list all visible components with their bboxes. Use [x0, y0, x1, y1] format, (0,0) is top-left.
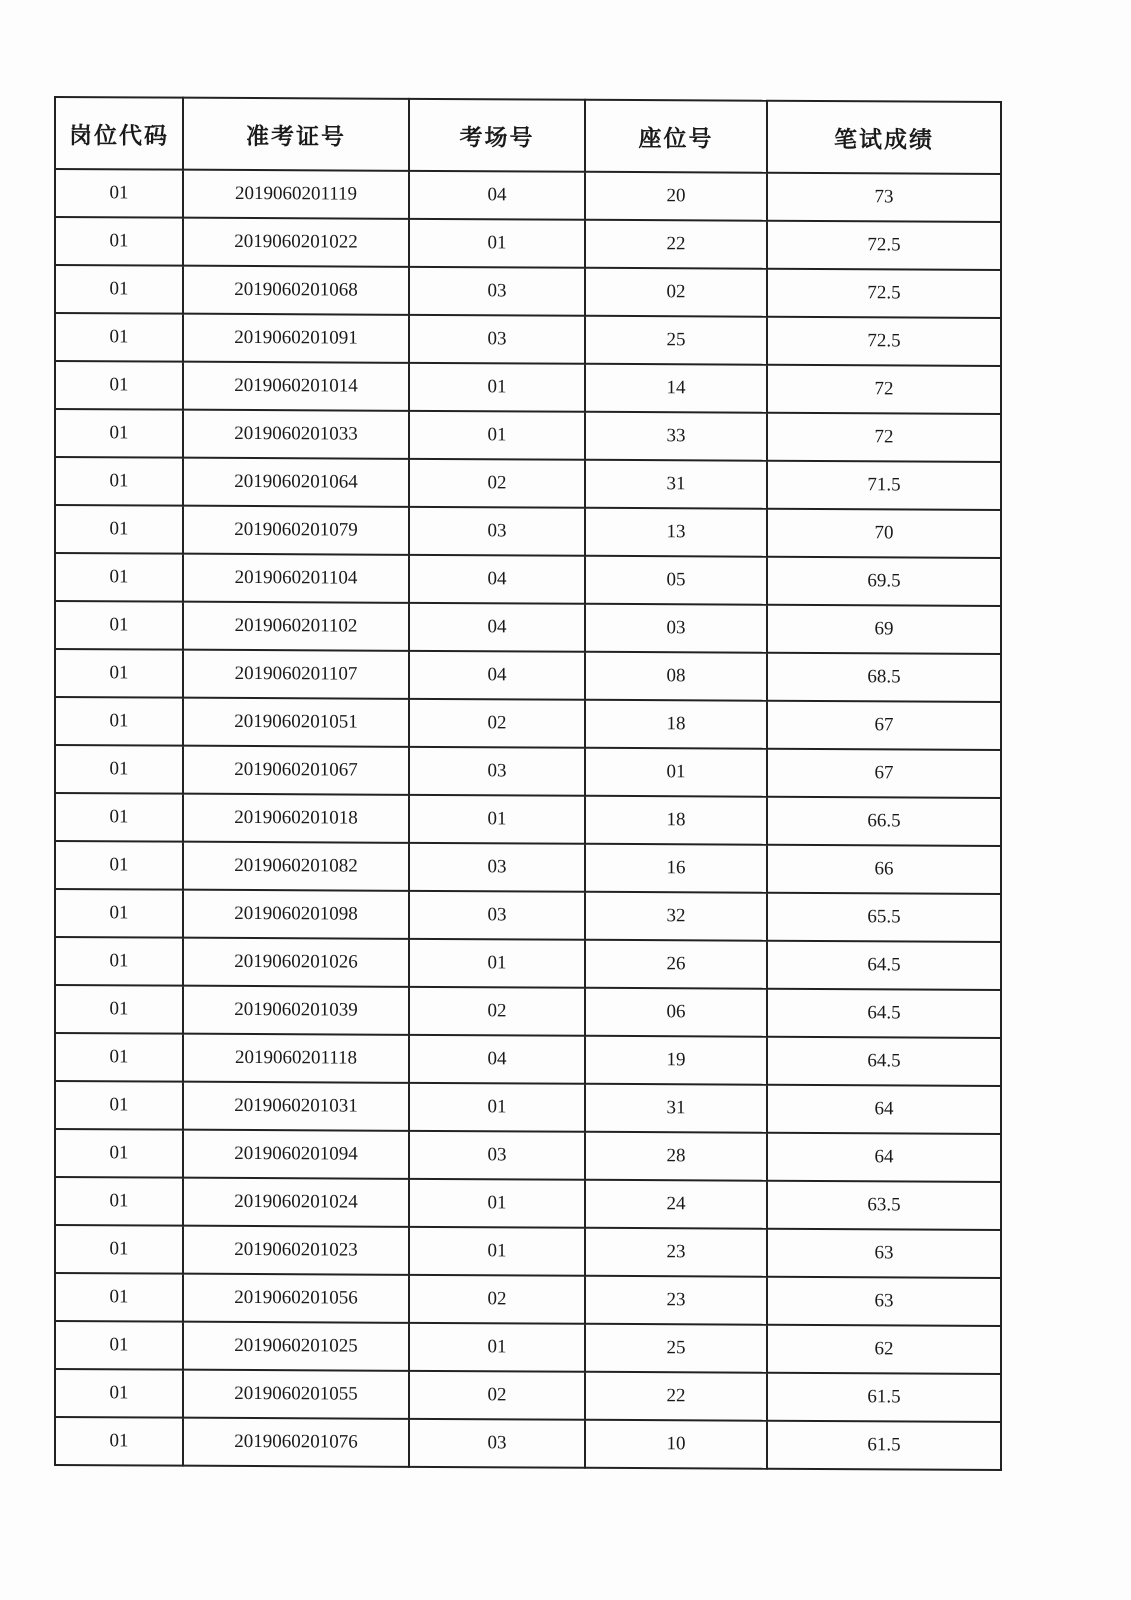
- cell-admission-number: 2019060201104: [183, 554, 409, 603]
- cell-position-code: 01: [55, 457, 183, 506]
- table-row: [55, 1417, 1001, 1470]
- cell-position-code: 01: [55, 937, 183, 986]
- cell-seat-number: 25: [585, 316, 767, 365]
- cell-admission-number: 2019060201024: [183, 1178, 409, 1227]
- cell-exam-room: 03: [409, 891, 585, 940]
- cell-exam-room: 03: [409, 267, 585, 316]
- cell-seat-number: 22: [585, 220, 767, 269]
- cell-exam-room: 01: [409, 219, 585, 268]
- table-row: [55, 937, 1001, 990]
- table-row: [55, 217, 1001, 270]
- cell-admission-number: 2019060201067: [183, 746, 409, 795]
- cell-written-score: 66: [767, 845, 1001, 894]
- table-body: [55, 169, 1001, 1470]
- cell-position-code: 01: [55, 217, 183, 266]
- cell-position-code: 01: [55, 793, 183, 842]
- cell-position-code: 01: [55, 1177, 183, 1226]
- cell-position-code: 01: [55, 649, 183, 698]
- cell-exam-room: 01: [409, 1083, 585, 1132]
- table-row: [55, 409, 1001, 462]
- table-row: [55, 841, 1001, 894]
- cell-exam-room: 02: [409, 459, 585, 508]
- table-row: [55, 313, 1001, 366]
- table-row: [55, 745, 1001, 798]
- cell-exam-room: 02: [409, 1371, 585, 1420]
- cell-position-code: 01: [55, 745, 183, 794]
- cell-exam-room: 04: [409, 651, 585, 700]
- cell-exam-room: 03: [409, 1131, 585, 1180]
- cell-admission-number: 2019060201079: [183, 506, 409, 555]
- cell-seat-number: 14: [585, 364, 767, 413]
- table-row: [55, 601, 1001, 654]
- cell-admission-number: 2019060201018: [183, 794, 409, 843]
- cell-admission-number: 2019060201068: [183, 266, 409, 315]
- cell-seat-number: 16: [585, 844, 767, 893]
- table-row: [55, 1033, 1001, 1086]
- cell-position-code: 01: [55, 1273, 183, 1322]
- cell-written-score: 64.5: [767, 1037, 1001, 1086]
- table-row: [55, 361, 1001, 414]
- cell-seat-number: 06: [585, 988, 767, 1037]
- cell-position-code: 01: [55, 1225, 183, 1274]
- cell-written-score: 61.5: [767, 1421, 1001, 1470]
- cell-admission-number: 2019060201118: [183, 1034, 409, 1083]
- cell-written-score: 73: [767, 173, 1001, 222]
- cell-written-score: 72: [767, 413, 1001, 462]
- cell-written-score: 65.5: [767, 893, 1001, 942]
- cell-exam-room: 02: [409, 699, 585, 748]
- cell-admission-number: 2019060201014: [183, 362, 409, 411]
- table-row: [55, 553, 1001, 606]
- cell-seat-number: 28: [585, 1132, 767, 1181]
- cell-position-code: 01: [55, 1081, 183, 1130]
- cell-seat-number: 33: [585, 412, 767, 461]
- cell-written-score: 64: [767, 1085, 1001, 1134]
- cell-admission-number: 2019060201098: [183, 890, 409, 939]
- cell-position-code: 01: [55, 1033, 183, 1082]
- cell-exam-room: 01: [409, 1227, 585, 1276]
- cell-exam-room: 04: [409, 171, 585, 220]
- cell-admission-number: 2019060201033: [183, 410, 409, 459]
- score-table: [54, 96, 1002, 1471]
- score-table-container: [54, 96, 1000, 1471]
- cell-admission-number: 2019060201055: [183, 1370, 409, 1419]
- table-row: [55, 1129, 1001, 1182]
- cell-position-code: 01: [55, 1369, 183, 1418]
- cell-exam-room: 03: [409, 1419, 585, 1468]
- cell-admission-number: 2019060201039: [183, 986, 409, 1035]
- cell-written-score: 72.5: [767, 317, 1001, 366]
- cell-position-code: 01: [55, 313, 183, 362]
- cell-seat-number: 02: [585, 268, 767, 317]
- cell-exam-room: 04: [409, 555, 585, 604]
- cell-seat-number: 32: [585, 892, 767, 941]
- table-row: [55, 985, 1001, 1038]
- cell-seat-number: 03: [585, 604, 767, 653]
- cell-exam-room: 01: [409, 411, 585, 460]
- cell-position-code: 01: [55, 265, 183, 314]
- cell-written-score: 67: [767, 701, 1001, 750]
- table-row: [55, 169, 1001, 222]
- cell-exam-room: 03: [409, 747, 585, 796]
- cell-written-score: 61.5: [767, 1373, 1001, 1422]
- table-row: [55, 1177, 1001, 1230]
- cell-seat-number: 23: [585, 1228, 767, 1277]
- table-row: [55, 793, 1001, 846]
- cell-position-code: 01: [55, 601, 183, 650]
- cell-admission-number: 2019060201082: [183, 842, 409, 891]
- cell-admission-number: 2019060201051: [183, 698, 409, 747]
- cell-exam-room: 01: [409, 1323, 585, 1372]
- header-position-code: 岗位代码: [55, 97, 183, 170]
- cell-seat-number: 25: [585, 1324, 767, 1373]
- cell-exam-room: 04: [409, 603, 585, 652]
- cell-exam-room: 01: [409, 939, 585, 988]
- table-row: [55, 457, 1001, 510]
- cell-seat-number: 10: [585, 1420, 767, 1469]
- cell-admission-number: 2019060201023: [183, 1226, 409, 1275]
- header-seat-number: 座位号: [585, 100, 767, 173]
- cell-admission-number: 2019060201064: [183, 458, 409, 507]
- cell-written-score: 62: [767, 1325, 1001, 1374]
- cell-exam-room: 02: [409, 987, 585, 1036]
- cell-seat-number: 24: [585, 1180, 767, 1229]
- cell-exam-room: 01: [409, 1179, 585, 1228]
- cell-admission-number: 2019060201102: [183, 602, 409, 651]
- cell-position-code: 01: [55, 1321, 183, 1370]
- cell-position-code: 01: [55, 553, 183, 602]
- cell-position-code: 01: [55, 409, 183, 458]
- cell-written-score: 67: [767, 749, 1001, 798]
- cell-exam-room: 01: [409, 363, 585, 412]
- cell-written-score: 66.5: [767, 797, 1001, 846]
- cell-position-code: 01: [55, 361, 183, 410]
- cell-admission-number: 2019060201119: [183, 170, 409, 219]
- cell-written-score: 70: [767, 509, 1001, 558]
- cell-position-code: 01: [55, 889, 183, 938]
- cell-position-code: 01: [55, 697, 183, 746]
- cell-seat-number: 31: [585, 1084, 767, 1133]
- cell-seat-number: 22: [585, 1372, 767, 1421]
- table-row: [55, 1225, 1001, 1278]
- cell-admission-number: 2019060201107: [183, 650, 409, 699]
- cell-position-code: 01: [55, 841, 183, 890]
- cell-seat-number: 19: [585, 1036, 767, 1085]
- table-row: [55, 649, 1001, 702]
- table-row: [55, 697, 1001, 750]
- header-exam-room: 考场号: [409, 99, 585, 172]
- cell-written-score: 64.5: [767, 989, 1001, 1038]
- cell-written-score: 72: [767, 365, 1001, 414]
- table-row: [55, 1369, 1001, 1422]
- cell-admission-number: 2019060201076: [183, 1418, 409, 1467]
- table-row: [55, 1321, 1001, 1374]
- cell-written-score: 69: [767, 605, 1001, 654]
- cell-seat-number: 20: [585, 172, 767, 221]
- cell-written-score: 64.5: [767, 941, 1001, 990]
- cell-written-score: 71.5: [767, 461, 1001, 510]
- cell-admission-number: 2019060201022: [183, 218, 409, 267]
- table-header: [55, 97, 1001, 174]
- table-row: [55, 505, 1001, 558]
- cell-seat-number: 13: [585, 508, 767, 557]
- cell-admission-number: 2019060201056: [183, 1274, 409, 1323]
- header-admission-number: 准考证号: [183, 98, 409, 171]
- cell-written-score: 63.5: [767, 1181, 1001, 1230]
- cell-written-score: 69.5: [767, 557, 1001, 606]
- cell-written-score: 72.5: [767, 269, 1001, 318]
- cell-seat-number: 05: [585, 556, 767, 605]
- table-row: [55, 1081, 1001, 1134]
- cell-admission-number: 2019060201091: [183, 314, 409, 363]
- cell-written-score: 64: [767, 1133, 1001, 1182]
- cell-position-code: 01: [55, 169, 183, 218]
- cell-written-score: 63: [767, 1229, 1001, 1278]
- cell-seat-number: 31: [585, 460, 767, 509]
- cell-seat-number: 18: [585, 700, 767, 749]
- cell-seat-number: 08: [585, 652, 767, 701]
- cell-position-code: 01: [55, 505, 183, 554]
- cell-written-score: 63: [767, 1277, 1001, 1326]
- cell-exam-room: 04: [409, 1035, 585, 1084]
- table-row: [55, 265, 1001, 318]
- cell-written-score: 72.5: [767, 221, 1001, 270]
- cell-admission-number: 2019060201025: [183, 1322, 409, 1371]
- header-row: [55, 97, 1001, 174]
- cell-position-code: 01: [55, 1417, 183, 1466]
- cell-exam-room: 01: [409, 795, 585, 844]
- cell-seat-number: 26: [585, 940, 767, 989]
- cell-admission-number: 2019060201026: [183, 938, 409, 987]
- header-written-score: 笔试成绩: [767, 101, 1001, 174]
- cell-written-score: 68.5: [767, 653, 1001, 702]
- cell-seat-number: 18: [585, 796, 767, 845]
- table-row: [55, 1273, 1001, 1326]
- table-row: [55, 889, 1001, 942]
- cell-exam-room: 03: [409, 843, 585, 892]
- cell-exam-room: 03: [409, 507, 585, 556]
- cell-admission-number: 2019060201031: [183, 1082, 409, 1131]
- cell-exam-room: 02: [409, 1275, 585, 1324]
- cell-seat-number: 01: [585, 748, 767, 797]
- cell-exam-room: 03: [409, 315, 585, 364]
- cell-seat-number: 23: [585, 1276, 767, 1325]
- cell-position-code: 01: [55, 985, 183, 1034]
- cell-position-code: 01: [55, 1129, 183, 1178]
- cell-admission-number: 2019060201094: [183, 1130, 409, 1179]
